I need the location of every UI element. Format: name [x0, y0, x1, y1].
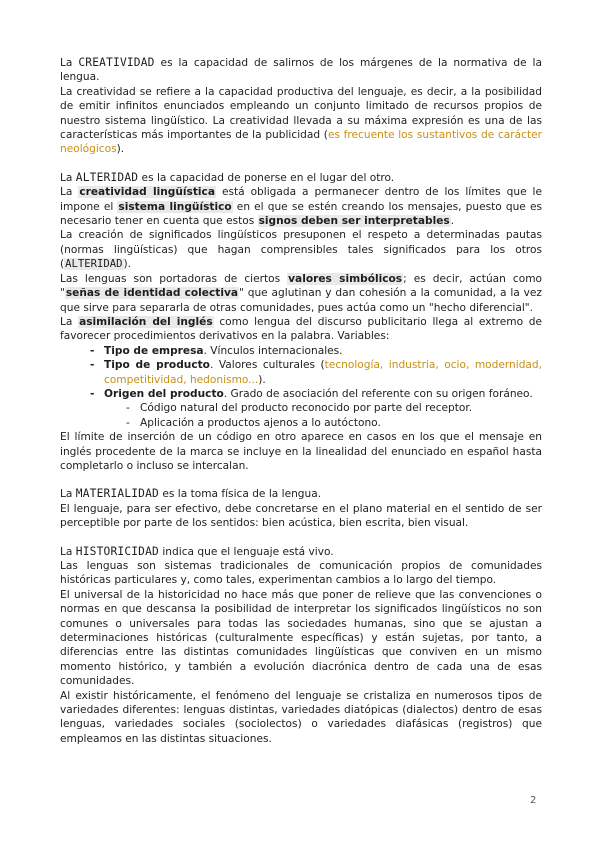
highlight-sistema-linguistico: sistema lingüístico: [118, 200, 232, 213]
alteridad-paragraph-3: Las lenguas son portadoras de ciertos valores simbólicos; es decir, actúan como "señas de identidad colectiva" que aglutinan y dan cohesión a la comunidad, a la vez que sirve para separarla de otras comunidades, pues actúa como un "hecho diferencial".: [60, 272, 542, 314]
historicidad-paragraph-3: Al existir históricamente, el fenómeno del lenguaje se cristaliza en numerosos tipos de variedades diferentes: lenguas distintas, variedades diatópicas (dialectos) dentro de esas lenguas, variedades sociales (sociolectos) o variedades diafásicas (registros) que empleamos en las distintas situaciones.: [60, 689, 542, 745]
term-historicidad: HISTORICIDAD: [75, 544, 159, 558]
highlight-asimilacion-ingles: asimilación del inglés: [79, 315, 213, 328]
list-item: - Origen del producto. Grado de asociación del referente con su origen foráneo. - Código natural del producto reconocido por parte del receptor. - Aplicación a productos ajenos a lo autóctono.: [104, 387, 542, 430]
list-item: - Tipo de producto. Valores culturales (tecnología, industria, ocio, modernidad, competitividad, hedonismo...).: [104, 358, 542, 387]
highlight-valores-simbolicos: valores simbólicos: [288, 272, 403, 285]
materialidad-definition: La MATERIALIDAD es la toma física de la lengua.: [60, 487, 322, 501]
highlight-creatividad-linguistica: creatividad lingüística: [79, 186, 215, 199]
historicidad-definition: La HISTORICIDAD indica que el lenguaje está vivo.: [60, 544, 334, 558]
term-materialidad: MATERIALIDAD: [75, 487, 159, 501]
sub-list-item: - Aplicación a productos ajenos a lo autóctono.: [140, 416, 542, 430]
term-alteridad: ALTERIDAD: [75, 170, 139, 184]
orange-note: es frecuente los sustantivos de carácter neológicos: [60, 129, 543, 156]
page-number: 2: [530, 795, 537, 806]
creatividad-paragraph: La creatividad se refiere a la capacidad productiva del lenguaje, es decir, a la posibilidad de emitir infinitos enunciados empleando un conjunto limitado de recursos propios de nuestro sistema lingüístico. La creatividad llevada a su máxima expresión es una de las características más importantes de la publicidad (es frecuente los sustantivos de carácter neológicos).: [60, 85, 543, 156]
alteridad-definition: La ALTERIDAD es la capacidad de ponerse en el lugar del otro.: [60, 170, 395, 184]
highlight-senas-identidad: señas de identidad colectiva: [65, 287, 238, 300]
sub-list: [104, 401, 542, 430]
materialidad-paragraph: El lenguaje, para ser efectivo, debe concretarse en el plano material en el sentido de ser perceptible por parte de los sentidos: bien acústica, bien escrita, bien visual.: [60, 502, 542, 530]
alteridad-paragraph-4: La asimilación del inglés como lengua del discurso publicitario llega al extremo de favorecer procedimientos derivativos en la palabra. Variables:: [60, 315, 543, 343]
alteridad-paragraph-1: La creatividad lingüística está obligada a permanecer dentro de los límites que le impone el sistema lingüístico en el que se estén creando los mensajes, puesto que es necesario tener en cuenta que estos signos deben ser interpretables.: [60, 186, 542, 228]
historicidad-paragraph-1: Las lenguas son sistemas tradicionales de comunicación propios de comunidades históricas particulares y, como tales, experimentan cambios a lo largo del tiempo.: [60, 560, 542, 587]
historicidad-paragraph-2: El universal de la historicidad no hace más que poner de relieve que las convenciones o normas en que descansa la posibilidad de interpretar los significados lingüísticos no son comunes o universales para todas las sociedades humanas, sino que se ajustan a determinaciones históricas (culturalmente específicas) y están sujetas, por tanto, a diferencias entre las distintas comunidades lingüísticas que conviven en un mismo momento histórico, y también a evolución diacrónica dentro de cada una de esas comunidades.: [60, 588, 542, 688]
creatividad-definition: La CREATIVIDAD es la capacidad de salirnos de los márgenes de la normativa de la lengua.: [60, 56, 542, 84]
term-creatividad: CREATIVIDAD: [78, 56, 155, 69]
highlight-alteridad: ALTERIDAD: [65, 258, 123, 271]
list-item: - Tipo de empresa. Vínculos internacionales.: [104, 344, 542, 358]
highlight-signos: signos deben ser interpretables: [258, 215, 450, 228]
alteridad-paragraph-2: La creación de significados lingüísticos presuponen el respeto a determinadas pautas (normas lingüísticas) que hagan comprensibles tales significados para los otros (ALTERIDAD).: [60, 229, 542, 271]
sub-list-item: - Código natural del producto reconocido por parte del receptor.: [140, 401, 542, 415]
alteridad-paragraph-5: El límite de inserción de un código en otro aparece en casos en los que el mensaje en inglés procedente de la marca se incluye en la linealidad del enunciado en español hasta completarlo o incluso se intercalan.: [60, 431, 542, 472]
document-body: [60, 56, 542, 746]
variables-list: [60, 344, 542, 430]
